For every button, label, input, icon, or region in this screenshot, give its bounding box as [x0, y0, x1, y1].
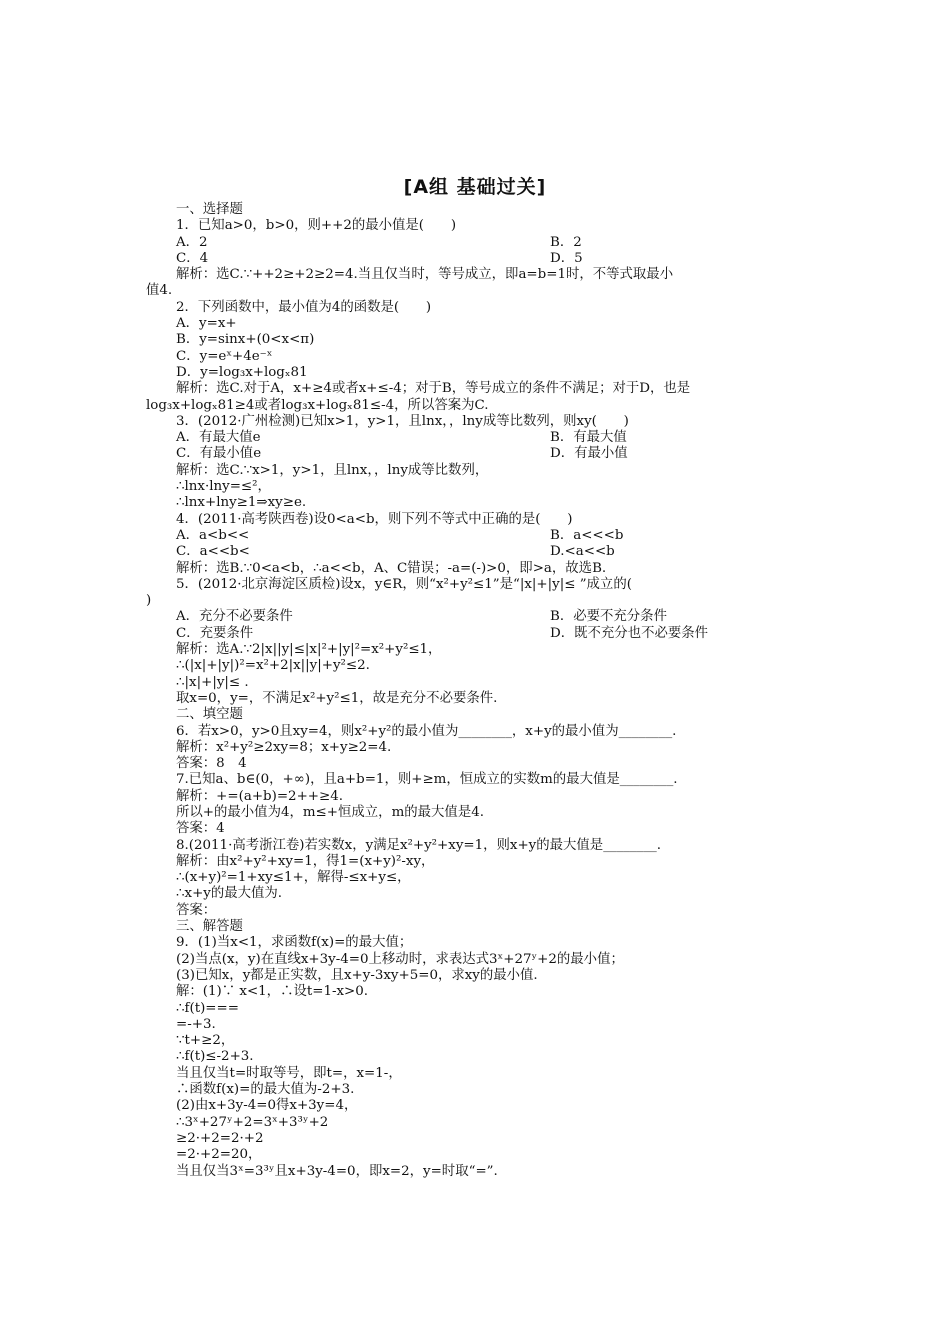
option-text: A．2 [176, 234, 208, 250]
option-text: A．a<b<< [176, 527, 250, 543]
text-line: 当且仅当3ˣ=3³ʸ且x+3y-4=0，即x=2，y=时取“=”. [176, 1163, 498, 1179]
text-line: ≥2·+2=2·+2 [176, 1130, 264, 1146]
text-line: 4．(2011·高考陕西卷)设0<a<b，则下列不等式中正确的是( ) [176, 511, 573, 527]
text-line: 值4. [146, 283, 173, 299]
text-line: 取x=0，y=，不满足x²+y²≤1，故是充分不必要条件. [176, 690, 498, 706]
text-line: D．y=log₃x+logₓ81 [176, 364, 308, 380]
text-line: 3．(2012·广州检测)已知x>1，y>1，且lnx，，lny成等比数列，则xy( ) [176, 413, 629, 429]
text-line: 解析：+=(a+b)=2++≥4. [176, 788, 344, 804]
text-line: log₃x+logₓ81≥4或者log₃x+logₓ81≤-4，所以答案为C. [146, 397, 489, 413]
option-row [146, 609, 811, 625]
text-line: ∴(|x|+|y|)²=x²+2|x||y|+y²≤2. [176, 658, 370, 674]
text-line: =2·+2=20， [176, 1147, 262, 1163]
text-line: 解析：选B.∵0<a<b，∴a<<b，A、C错误；-a=(-)>0，即>a，故选B. [176, 560, 607, 576]
text-line: (2)由x+3y-4=0得x+3y=4， [176, 1098, 358, 1114]
document-body [146, 202, 811, 1180]
text-line: 1．已知a>0，b>0，则++2的最小值是( ) [176, 218, 457, 234]
text-line: =-+3. [176, 1016, 216, 1032]
text-line: ∵t+≥2， [176, 1033, 235, 1049]
text-line: 解析：选C.∵++2≥+2≥2=4.当且仅当时，等号成立，即a=b=1时，不等式取最小 [176, 267, 674, 283]
text-line: 5．(2012·北京海淀区质检)设x，y∈R，则“x²+y²≤1”是“|x|+|y|≤ ”成立的( [176, 576, 632, 592]
option-text: A．充分不必要条件 [176, 609, 293, 625]
text-line: 解：(1)∵ x<1，∴设t=1-x>0. [176, 984, 369, 1000]
text-line: 8.(2011·高考浙江卷)若实数x，y满足x²+y²+xy=1，则x+y的最大值是________. [176, 837, 662, 853]
text-line: 解析：选A.∵2|x||y|≤|x|²+|y|²=x²+y²≤1， [176, 642, 442, 658]
option-row [146, 235, 811, 251]
option-text: B．有最大值 [550, 430, 627, 446]
text-line: 二、填空题 [176, 707, 243, 723]
text-line: 解析：由x²+y²+xy=1，得1=(x+y)²-xy， [176, 853, 435, 869]
text-line: (2)当点(x，y)在直线x+3y-4=0上移动时，求表达式3ˣ+27ʸ+2的最小值； [176, 951, 624, 967]
text-line: ∴f(t)≤-2+3. [176, 1049, 254, 1065]
text-line: B．y=sinx+(0<x<π) [176, 332, 315, 348]
text-line: 解析：x²+y²≥2xy=8；x+y≥2=4. [176, 739, 392, 755]
text-line: 2．下列函数中，最小值为4的函数是( ) [176, 299, 432, 315]
section-header: [A组 基础过关] [403, 176, 547, 198]
option-row [146, 626, 811, 642]
option-text: A．有最大值e [176, 430, 261, 446]
text-line: 三、解答题 [176, 919, 243, 935]
text-line: 9．(1)当x<1，求函数f(x)=的最大值； [176, 935, 413, 951]
option-text: C．充要条件 [176, 625, 254, 641]
text-line: 当且仅当t=时取等号，即t=，x=1-， [176, 1065, 402, 1081]
text-line: 答案：8 4 [176, 756, 247, 772]
option-text: D．有最小值 [550, 446, 628, 462]
text-line: 答案： [176, 902, 217, 918]
option-row [146, 528, 811, 544]
text-line: ∴|x|+|y|≤ . [176, 674, 249, 690]
option-row [146, 251, 811, 267]
text-line: 所以+的最小值为4，m≤+恒成立，m的最大值是4. [176, 804, 484, 820]
option-row [146, 446, 811, 462]
text-line: ) [146, 593, 152, 609]
option-text: D.<a<<b [550, 544, 615, 560]
text-line: ∴lnx+lny≥1⇒xy≥e. [176, 495, 307, 511]
option-text: C．a<<b< [176, 544, 250, 560]
text-line: (3)已知x，y都是正实数，且x+y-3xy+5=0，求xy的最小值. [176, 967, 538, 983]
text-line: ∴函数f(x)=的最大值为-2+3. [176, 1082, 355, 1098]
option-text: D．5 [550, 250, 583, 266]
text-line: C．y=eˣ+4e⁻ˣ [176, 348, 273, 364]
text-line: ∴3ˣ+27ʸ+2=3ˣ+3³ʸ+2 [176, 1114, 329, 1130]
option-text: C．4 [176, 250, 209, 266]
text-line: 答案：4 [176, 821, 225, 837]
text-line: A．y=x+ [176, 316, 237, 332]
text-line: 6．若x>0，y>0且xy=4，则x²+y²的最小值为________，x+y的最小值为________. [176, 723, 677, 739]
text-line: ∴x+y的最大值为. [176, 886, 283, 902]
text-line: 解析：选C.对于A，x+≥4或者x+≤-4；对于B，等号成立的条件不满足；对于D，也是 [176, 381, 691, 397]
option-text: D．既不充分也不必要条件 [550, 625, 709, 641]
option-text: C．有最小值e [176, 446, 262, 462]
text-line: 一、选择题 [176, 202, 243, 217]
text-line: 解析：选C.∵x>1，y>1，且lnx，，lny成等比数列， [176, 462, 489, 478]
option-text: B．2 [550, 234, 582, 250]
option-row [146, 544, 811, 560]
text-line: ∴(x+y)²=1+xy≤1+，解得-≤x+y≤， [176, 870, 411, 886]
option-text: B．a<<<b [550, 527, 624, 543]
text-line: 7.已知a、b∈(0，+∞)，且a+b=1，则+≥m，恒成立的实数m的最大值是________. [176, 772, 678, 788]
text-line: ∴lnx·lny=≤²， [176, 479, 271, 495]
option-row [146, 430, 811, 446]
option-text: B．必要不充分条件 [550, 609, 667, 625]
text-line: ∴f(t)=== [176, 1000, 239, 1016]
